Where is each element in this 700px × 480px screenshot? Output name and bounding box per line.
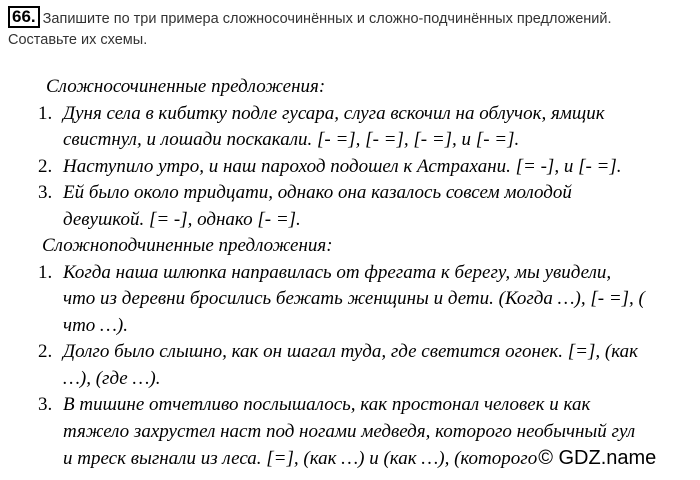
sentence-line: девушкой. [= -], однако [- =].	[63, 208, 301, 230]
item-number: 1.	[38, 102, 53, 124]
sentence-line: что …).	[63, 314, 129, 336]
sentence-line: что из деревни бросились бежать женщины и дети. (Когда …), [- =], (	[63, 288, 645, 309]
sentence-line: и треск выгнали из леса. [=], (как …) и (как …), (которого	[63, 448, 538, 469]
item-number: 2.	[38, 155, 53, 177]
sentence-line: Наступило утро, и наш пароход подошел к Астрахани. [= -], и [- =].	[63, 155, 622, 177]
item-number: 3.	[38, 394, 53, 415]
task-header	[8, 6, 694, 51]
sentence-line: тяжело захрустел наст под ногами медведя, которого необычный гул	[63, 420, 636, 442]
compound-title: Сложносочиненные предложения:	[46, 76, 326, 97]
sentence-last-line	[63, 445, 686, 473]
item-number: 1.	[38, 261, 53, 283]
list-item	[0, 260, 700, 340]
sentence-line: свистнул, и лошади поскакали. [- =], [- =], [- =], и [- =].	[63, 129, 520, 150]
task-number: 66.	[8, 6, 40, 28]
answer-block	[0, 74, 700, 473]
list-item	[0, 180, 700, 233]
sentence-line: Дуня села в кибитку подле гусара, слуга вскочил на облучок, ямщик	[63, 102, 605, 124]
complex-list	[0, 260, 700, 473]
list-item	[0, 154, 700, 181]
item-number: 2.	[38, 341, 53, 362]
list-item	[0, 392, 700, 473]
sentence-line: Ей было около тридцати, однако она казалось совсем молодой	[63, 182, 572, 203]
item-number: 3.	[38, 182, 53, 203]
task-instruction-line1: Запишите по три примера сложносочинённых и сложно-подчинённых предложений.	[42, 11, 612, 27]
complex-title: Сложноподчиненные предложения:	[42, 235, 333, 256]
sentence-line: …), (где …).	[63, 367, 161, 389]
list-item	[0, 339, 700, 392]
gdz-watermark: © GDZ.name	[538, 447, 657, 469]
sentence-line: Когда наша шлюпка направилась от фрегата к берегу, мы увидели,	[63, 261, 612, 283]
task-instruction-line2: Составьте их схемы.	[8, 32, 148, 48]
list-item	[0, 101, 700, 154]
sentence-line: Долго было слышно, как он шагал туда, где светится огонек. [=], (как	[63, 341, 639, 362]
compound-list	[0, 101, 700, 234]
sentence-line: В тишине отчетливо послышалось, как простонал человек и как	[63, 394, 591, 415]
